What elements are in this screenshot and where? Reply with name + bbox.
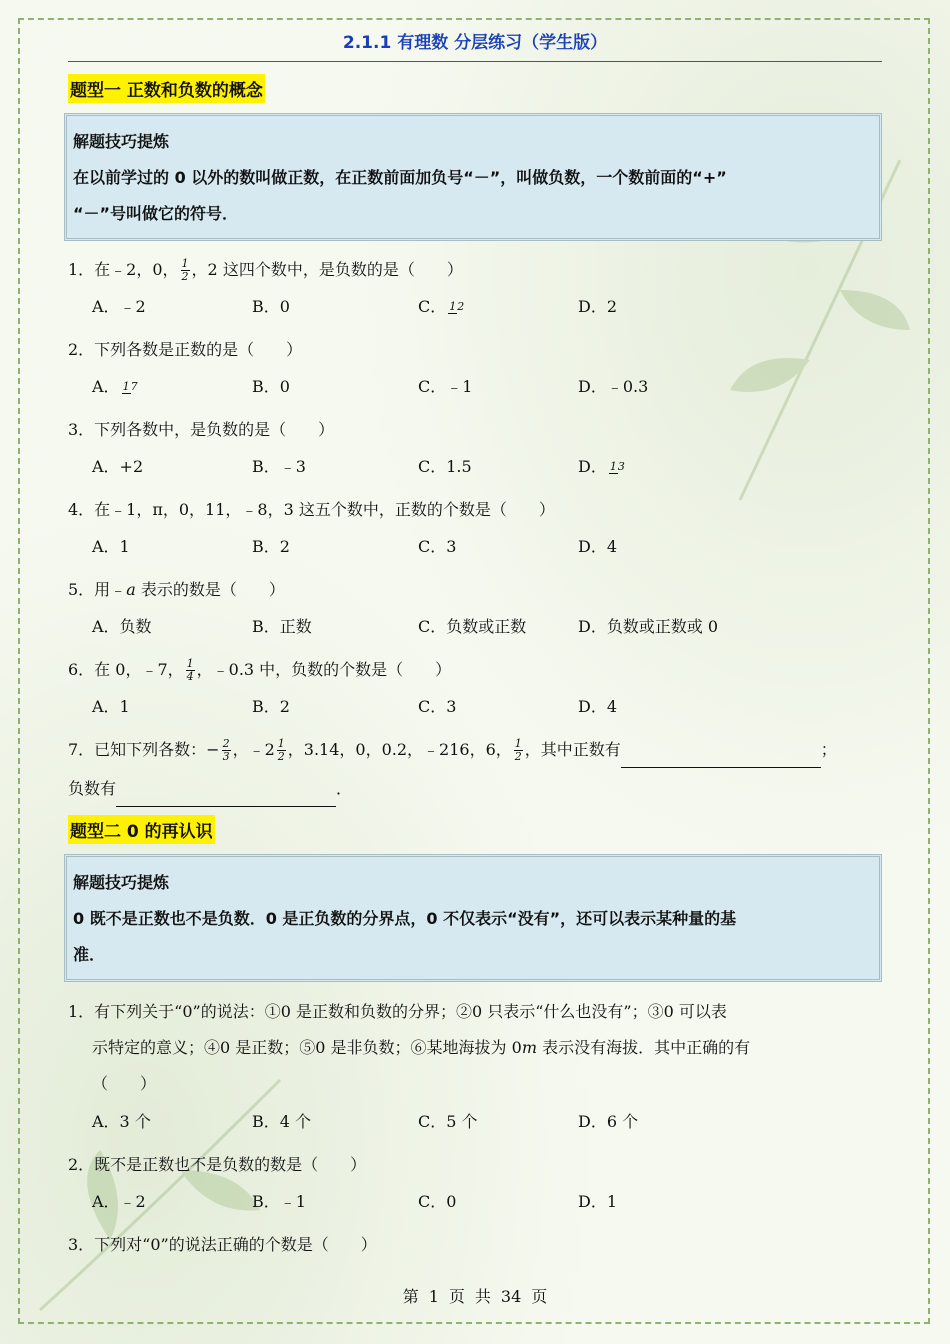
option-a[interactable]: A．1 xyxy=(92,697,130,716)
options-2-2 xyxy=(68,1186,882,1218)
option-b[interactable]: B．2 xyxy=(252,697,290,716)
question-1: 1．在﹣2，0， $\frac{1}{2}$ ，2 这四个数中，是负数的是（ ） xyxy=(68,257,463,283)
question-7: 7．已知下列各数：− $\frac{2}{3}$ ，﹣2 $\frac{1}{2}$ ，3.14，0，0.2，﹣216，6， $\frac{1}{2}$ ，其中正数有 ； xyxy=(68,733,882,768)
question-5: 5．用﹣a 表示的数是（ ） xyxy=(68,580,285,599)
question-2-1: 1．有下列关于“0”的说法：①0 是正数和负数的分界；②0 只表示“什么也没有”；③0 可以表 示特定的意义；④0 是正数；⑤0 是非负数；⑥某地海拔为 0m 表示没有海拔．其中正确的有 （ ） xyxy=(68,1002,751,1093)
page-title: 2.1.1 有理数 分层练习（学生版） xyxy=(68,28,882,62)
option-b[interactable]: B．2 xyxy=(252,537,290,556)
option-d[interactable]: D．4 xyxy=(578,697,618,716)
question-2: 2．下列各数是正数的是（ ） xyxy=(68,340,303,359)
section-title-2: 题型二 0 的再认识 xyxy=(68,815,215,844)
options-6 xyxy=(68,691,882,723)
option-b[interactable]: B．﹣3 xyxy=(252,457,306,476)
option-b[interactable]: B．﹣1 xyxy=(252,1192,306,1211)
answer-blank[interactable] xyxy=(621,733,821,768)
tip-text: 0 既不是正数也不是负数．0 是正负数的分界点，0 不仅表示“没有”，还可以表示某种量的基 xyxy=(73,909,737,928)
option-d[interactable]: D．负数或正数或 0 xyxy=(578,617,719,636)
option-c[interactable]: C．5 个 xyxy=(418,1112,478,1131)
question-3: 3．下列各数中，是负数的是（ ） xyxy=(68,420,335,439)
option-c[interactable]: C．1.5 xyxy=(418,457,472,476)
option-c[interactable]: C．﹣1 xyxy=(418,377,473,396)
option-c[interactable]: C．3 xyxy=(418,537,457,556)
tip-title: 解题技巧提炼 xyxy=(73,132,170,151)
question-6: 6．在 0，﹣7， $\frac{1}{4}$ ，﹣0.3 中，负数的个数是（ ） xyxy=(68,657,452,683)
option-a[interactable]: A．1 xyxy=(92,537,130,556)
page-number: 1 xyxy=(428,1287,439,1306)
tip-text: “－”号叫做它的符号． xyxy=(73,204,239,223)
question-2-3: 3．下列对“0”的说法正确的个数是（ ） xyxy=(68,1235,377,1254)
question-2-2: 2．既不是正数也不是负数的数是（ ） xyxy=(68,1155,367,1174)
option-a[interactable]: A． 17 xyxy=(92,377,138,396)
option-a[interactable]: A．负数 xyxy=(92,617,152,636)
question-4: 4．在﹣1，π，0，11，﹣8，3 这五个数中，正数的个数是（ ） xyxy=(68,500,555,519)
option-a[interactable]: A．+2 xyxy=(92,457,144,476)
option-b[interactable]: B．4 个 xyxy=(252,1112,312,1131)
answer-blank[interactable] xyxy=(116,772,336,807)
total-pages: 34 xyxy=(500,1287,522,1306)
option-c[interactable]: C．负数或正数 xyxy=(418,617,527,636)
option-b[interactable]: B．正数 xyxy=(252,617,312,636)
tip-text: 在以前学过的 0 以外的数叫做正数，在正数前面加负号“－”，叫做负数，一个数前面的“+” xyxy=(73,168,727,187)
options-2-1 xyxy=(68,1106,882,1138)
page-footer: 第 1 页 共 34 页 xyxy=(402,1287,548,1306)
tip-text: 准． xyxy=(73,945,106,964)
option-d[interactable]: D．4 xyxy=(578,537,618,556)
content xyxy=(68,70,882,1266)
option-b[interactable]: B．0 xyxy=(252,377,290,396)
option-c[interactable]: C．0 xyxy=(418,1192,457,1211)
option-a[interactable]: A．﹣2 xyxy=(92,297,146,316)
options-1 xyxy=(68,291,882,323)
option-d[interactable]: D．2 xyxy=(578,297,618,316)
options-4 xyxy=(68,531,882,563)
options-2 xyxy=(68,371,882,403)
option-d[interactable]: D．6 个 xyxy=(578,1112,639,1131)
options-5 xyxy=(68,611,882,643)
fraction: $\frac{1}{2}$ xyxy=(181,257,189,283)
option-a[interactable]: A．﹣2 xyxy=(92,1192,146,1211)
option-a[interactable]: A．3 个 xyxy=(92,1112,151,1131)
option-d[interactable]: D．﹣0.3 xyxy=(578,377,649,396)
question-7-line2: 负数有 ． xyxy=(68,772,882,807)
option-b[interactable]: B．0 xyxy=(252,297,290,316)
tip-box-2 xyxy=(64,854,882,982)
option-d[interactable]: D． 13 xyxy=(578,457,625,476)
tip-box-1 xyxy=(64,113,882,241)
option-c[interactable]: C．3 xyxy=(418,697,457,716)
option-c[interactable]: C． 12 xyxy=(418,297,465,316)
tip-title: 解题技巧提炼 xyxy=(73,873,170,892)
section-title-1: 题型一 正数和负数的概念 xyxy=(68,74,265,103)
options-3 xyxy=(68,451,882,483)
option-d[interactable]: D．1 xyxy=(578,1192,618,1211)
